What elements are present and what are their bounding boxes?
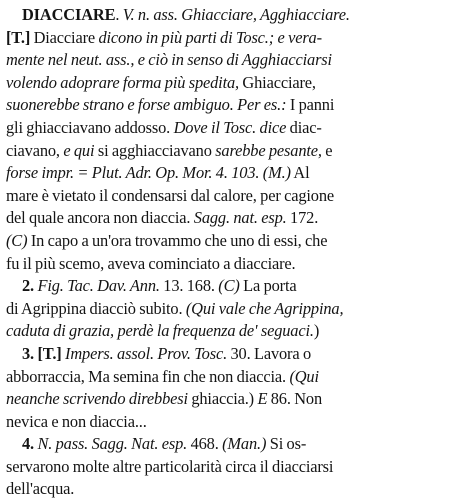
entry-line <box>6 117 472 140</box>
entry-text: gli ghiacciavano addosso. <box>6 117 174 137</box>
entry-text: Fig. Tac. Dav. Ann. <box>37 276 160 296</box>
entry-line <box>6 433 472 456</box>
entry-text: del quale ancora non diaccia. <box>6 208 194 228</box>
entry-text: ghiaccia.) <box>187 389 258 409</box>
entry-text: E <box>257 389 268 409</box>
entry-text: I panni <box>286 95 335 115</box>
entry-line <box>6 478 472 501</box>
entry-text: 2. <box>22 276 38 296</box>
entry-text: La porta <box>239 276 297 296</box>
entry-text: dicono in più parti di Tosc.; e vera- <box>98 27 322 47</box>
entry-line <box>6 72 472 95</box>
entry-text: 30. Lavora o <box>227 343 311 363</box>
entry-text: mare è vietato il condensarsi dal calore, per cagione <box>6 185 334 205</box>
entry-text: volendo adoprare forma più spedita, <box>6 72 239 92</box>
entry-text: Diacciare <box>30 27 99 47</box>
entry-line <box>6 27 472 50</box>
entry-line <box>6 320 472 343</box>
entry-line <box>6 388 472 411</box>
entry-text: Al <box>290 163 310 183</box>
entry-text: (Qui <box>289 366 319 386</box>
entry-text: In capo a un'ora trovammo che uno di essi, che <box>27 230 328 250</box>
entry-text: 468. <box>187 434 223 454</box>
entry-text: caduta di grazia, perdè la frequenza de' seguaci. <box>6 321 314 341</box>
entry-text: nevica e non diaccia... <box>6 411 147 431</box>
entry-line <box>6 207 472 230</box>
entry-text: 86. Non <box>267 389 323 409</box>
entry-line <box>6 4 472 27</box>
entry-text: (C) <box>218 276 240 296</box>
entry-text: (Qui vale che Agrippina, <box>185 298 344 318</box>
entry-text: forse impr. = Plut. Adr. Op. Mor. 4. 103. (M.) <box>6 163 291 183</box>
entry-line <box>6 140 472 163</box>
entry-text: 3. [T.] <box>22 343 66 363</box>
entry-text: Si os- <box>266 434 307 454</box>
entry-text: 4. <box>22 434 38 454</box>
entry-text: fu il più scemo, aveva cominciato a diacciare. <box>6 253 296 273</box>
entry-text: servarono molte altre particolarità circa il diacciarsi <box>6 456 334 476</box>
entry-text: Impers. assol. Prov. Tosc. <box>65 343 228 363</box>
entry-line <box>6 185 472 208</box>
entry-line <box>6 411 472 434</box>
entry-text: 13. 168. <box>159 276 219 296</box>
entry-line <box>6 456 472 479</box>
entry-text: ciavano, <box>6 140 64 160</box>
entry-text: e <box>321 140 333 160</box>
entry-line <box>6 343 472 366</box>
entry-line <box>6 366 472 389</box>
entry-text: Sagg. nat. esp. <box>193 208 287 228</box>
entry-text: V. n. ass. Ghiacciare, Agghiacciare. <box>122 5 350 24</box>
entry-line <box>6 230 472 253</box>
entry-text: abborraccia, Ma semina fin che non diaccia. <box>6 366 290 386</box>
entry-text: N. pass. Sagg. Nat. esp. <box>37 434 188 454</box>
entry-line <box>6 94 472 117</box>
entry-text: mente nel neut. ass., e ciò in senso di Agghiacciarsi <box>6 50 332 70</box>
entry-headword: DIACCIARE <box>22 5 116 24</box>
entry-text: sarebbe pesante, <box>215 140 322 160</box>
dictionary-entry <box>6 4 472 501</box>
entry-text: . <box>115 5 123 24</box>
entry-text: 172. <box>286 208 319 228</box>
entry-line <box>6 49 472 72</box>
entry-text: (C) <box>6 230 28 250</box>
entry-text: ) <box>313 321 320 341</box>
entry-text: dell'acqua. <box>6 479 75 499</box>
entry-line <box>6 275 472 298</box>
entry-text: si agghiacciavano <box>94 140 216 160</box>
entry-text: diac- <box>286 117 322 137</box>
entry-text: di Agrippina diacciò subito. <box>6 298 186 318</box>
entry-text: Dove il Tosc. dice <box>173 117 287 137</box>
entry-text: (Man.) <box>222 434 267 454</box>
entry-text: Ghiacciare, <box>238 72 316 92</box>
entry-line <box>6 298 472 321</box>
entry-line <box>6 253 472 276</box>
entry-text: suonerebbe strano e forse ambiguo. Per es.: <box>6 95 287 115</box>
entry-text: [T.] <box>6 27 31 47</box>
entry-text: neanche scrivendo direbbesi <box>6 389 188 409</box>
entry-line <box>6 162 472 185</box>
entry-text: e qui <box>63 140 95 160</box>
